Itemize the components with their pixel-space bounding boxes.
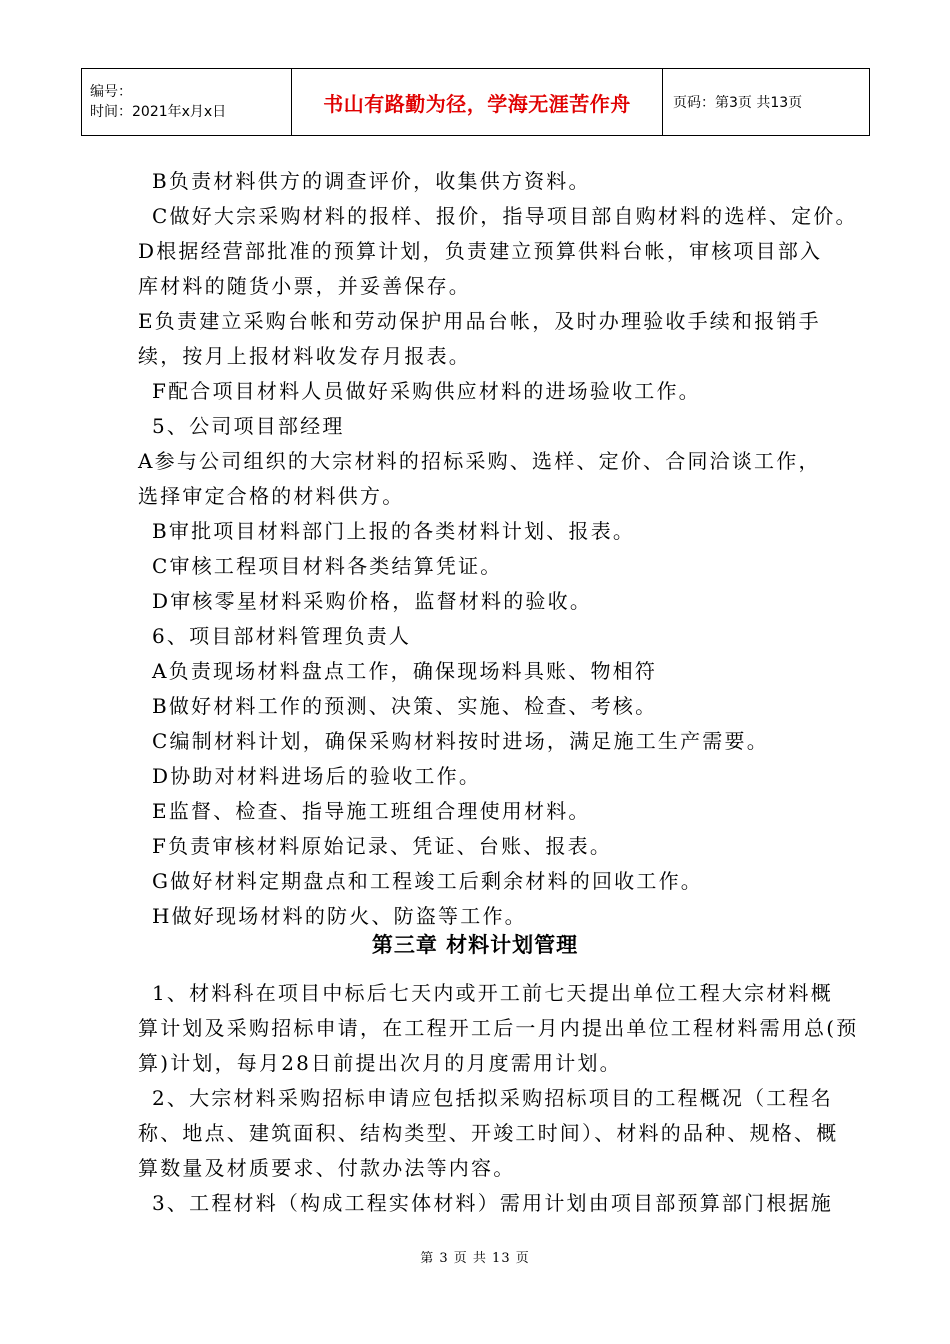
body-line: G做好材料定期盘点和工程竣工后剩余材料的回收工作。	[152, 869, 703, 893]
body-line: 库材料的随货小票，并妥善保存。	[138, 274, 471, 298]
body-line: E监督、检查、指导施工班组合理使用材料。	[152, 799, 591, 823]
body-line: H做好现场材料的防火、防盗等工作。	[152, 904, 527, 928]
body-line: D根据经营部批准的预算计划，负责建立预算供料台帐，审核项目部入	[138, 239, 823, 263]
section-heading: 5、公司项目部经理	[152, 414, 345, 438]
header-meta	[82, 69, 292, 136]
chapter-line: 算)计划，每月28日前提出次月的月度需用计划。	[138, 1051, 622, 1075]
chapter-line: 算数量及材质要求、付款办法等内容。	[138, 1156, 516, 1180]
chapter-line: 3、工程材料（构成工程实体材料）需用计划由项目部预算部门根据施	[152, 1191, 833, 1215]
header-page-label: 页码：第3页 共13页	[663, 69, 870, 136]
document-header	[81, 68, 870, 136]
body-line: D审核零星材料采购价格，监督材料的验收。	[152, 589, 593, 613]
body-line: A负责现场材料盘点工作，确保现场料具账、物相符	[152, 659, 658, 683]
body-line: C编制材料计划，确保采购材料按时进场，满足施工生产需要。	[152, 729, 769, 753]
page-footer: 第 3 页 共 13 页	[420, 1251, 530, 1266]
number-label: 编号：	[90, 84, 132, 100]
time-label: 时间：2021年x月x日	[90, 104, 227, 120]
body-line: F配合项目材料人员做好采购供应材料的进场验收工作。	[152, 379, 701, 403]
body-line: 续，按月上报材料收发存月报表。	[138, 344, 471, 368]
body-line: B审批项目材料部门上报的各类材料计划、报表。	[152, 519, 636, 543]
body-line: 选择审定合格的材料供方。	[138, 484, 405, 508]
body-line: E负责建立采购台帐和劳动保护用品台帐，及时办理验收手续和报销手	[138, 309, 821, 333]
chapter-line: 称、地点、建筑面积、结构类型、开竣工时间）、材料的品种、规格、概	[138, 1121, 839, 1145]
chapter-line: 2、大宗材料采购招标申请应包括拟采购招标项目的工程概况（工程名	[152, 1086, 833, 1110]
chapter-line: 算计划及采购招标申请，在工程开工后一月内提出单位工程材料需用总(预	[138, 1016, 859, 1040]
body-line: D协助对材料进场后的验收工作。	[152, 764, 482, 788]
body-line: C做好大宗采购材料的报样、报价，指导项目部自购材料的选样、定价。	[152, 204, 858, 228]
section-heading: 6、项目部材料管理负责人	[152, 624, 412, 648]
body-line: C审核工程项目材料各类结算凭证。	[152, 554, 503, 578]
body-line: B做好材料工作的预测、决策、实施、检查、考核。	[152, 694, 658, 718]
body-line: F负责审核材料原始记录、凭证、台账、报表。	[152, 834, 613, 858]
chapter-line: 1、材料科在项目中标后七天内或开工前七天提出单位工程大宗材料概	[152, 981, 833, 1005]
body-line: B负责材料供方的调查评价，收集供方资料。	[152, 169, 591, 193]
body-line: A参与公司组织的大宗材料的招标采购、选样、定价、合同洽谈工作，	[138, 449, 821, 473]
chapter-heading: 第三章 材料计划管理	[371, 933, 579, 957]
header-motto: 书山有路勤为径，学海无涯苦作舟	[292, 69, 663, 136]
